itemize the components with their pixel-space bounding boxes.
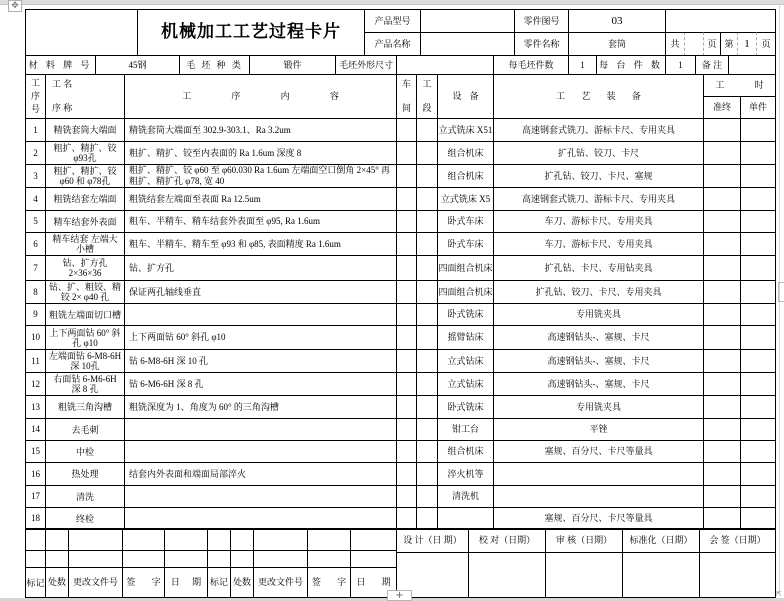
row-8-prep-cell[interactable] [703,280,741,304]
row-13-no-cell[interactable]: 13 [25,395,46,419]
col-header-seq-2: 序 [30,91,40,101]
row-11-content-cell[interactable]: 钻 6-M8-6H 深 10 孔 [124,349,397,373]
rev-blank [307,528,351,551]
row-17-no-cell[interactable]: 17 [25,485,46,508]
row-3-name-cell[interactable]: 粗扩、精扩、铰 φ60 和 φ78孔 [45,164,125,188]
col-header-section-1: 工 [422,79,432,89]
rev-change-doc-label: 更改文件号 [68,567,123,598]
row-1-content-cell[interactable]: 精铣套筒大端面至 302.9-303.1、Ra 3.2um [124,118,397,142]
signoff-proofread-label: 校 对（日期） [468,528,546,553]
row-8-tooling-cell[interactable]: 扩孔钻、铰刀、卡尺、专用夹具 [493,280,704,304]
row-16-section-cell[interactable] [416,462,438,486]
product-model-value[interactable] [420,9,515,33]
row-10-equipment-cell[interactable]: 摇臂钻床 [437,325,494,350]
row-5-section-cell[interactable] [416,210,438,233]
row-7-equipment-cell[interactable]: 四面组合机床 [437,255,494,281]
row-7-no-cell[interactable]: 7 [25,255,46,281]
signoff-standardize-field[interactable] [622,552,700,598]
blank-size-label: 毛坯外形尺寸 [335,55,397,75]
row-15-no-cell[interactable]: 15 [25,440,46,463]
row-2-tooling-cell[interactable]: 扩孔钻、铰刀、卡尺 [493,141,704,165]
row-4-prep-cell[interactable] [703,187,741,211]
row-15-content-cell[interactable] [124,440,397,463]
rev-mark-label-2: 标记 [207,567,231,598]
row-9-no-cell[interactable]: 9 [25,303,46,326]
row-7-name-cell[interactable]: 钻、扩方孔 2×36×36 [45,255,125,281]
row-10-tooling-cell[interactable]: 高速钢钻头-、塞规、卡尺 [493,325,704,350]
row-13-tooling-cell[interactable]: 专用铣夹具 [493,395,704,419]
rev-blank [122,550,165,568]
row-14-equipment-cell[interactable]: 钳工台 [437,418,494,441]
row-13-workshop-cell[interactable] [396,395,417,419]
row-12-prep-cell[interactable] [703,372,741,396]
logo-blank-cell [25,9,138,56]
part-drawing-no-label: 零件图号 [514,9,569,33]
table-move-handle-icon[interactable]: ✥ [8,0,22,12]
col-header-content: 工 序 内 容 [124,74,397,119]
row-17-workshop-cell[interactable] [396,485,417,508]
row-9-workshop-cell[interactable] [396,303,417,326]
col-header-tooling: 工 艺 装 备 [493,74,704,119]
row-2-no-cell[interactable]: 2 [25,141,46,165]
row-4-name-cell[interactable]: 粗铣结套左端面 [45,187,125,211]
per-blank-label: 每毛坯件数 [493,55,569,75]
signoff-review-field[interactable] [545,552,623,598]
rev-blank [350,528,397,551]
row-6-section-cell[interactable] [416,232,438,256]
row-16-equipment-cell[interactable]: 淬火机等 [437,462,494,486]
row-17-equipment-cell[interactable]: 清洗机 [437,485,494,508]
row-10-section-cell[interactable] [416,325,438,350]
blank-type-label: 毛 坯 种 类 [179,55,250,75]
row-2-prep-cell[interactable] [703,141,741,165]
row-14-unit-cell[interactable] [740,418,776,441]
part-name-label: 零件名称 [514,32,569,56]
page-title: 机械加工工艺过程卡片 [137,9,365,56]
row-3-tooling-cell[interactable]: 扩孔钻、铰刀、卡尺、塞规 [493,164,704,188]
row-8-unit-cell[interactable] [740,280,776,304]
remark-value[interactable] [728,55,776,75]
row-9-prep-cell[interactable] [703,303,741,326]
row-6-equipment-cell[interactable]: 卧式车床 [437,232,494,256]
row-13-content-cell[interactable]: 粗铣深度为 1、角度为 60° 的三角沟槽 [124,395,397,419]
row-15-prep-cell[interactable] [703,440,741,463]
row-1-workshop-cell[interactable] [396,118,417,142]
row-9-equipment-cell[interactable]: 卧式铣床 [437,303,494,326]
scroll-thumb[interactable] [778,282,784,302]
row-10-prep-cell[interactable] [703,325,741,350]
row-15-workshop-cell[interactable] [396,440,417,463]
row-5-tooling-cell[interactable]: 车刀、游标卡尺、专用夹具 [493,210,704,233]
row-2-content-cell[interactable]: 粗扩、精扩、铰至内表面的 Ra 1.6um 深度 8 [124,141,397,165]
rev-blank [164,528,208,551]
rev-mark-label: 标记 [25,567,46,598]
total-label: 共 [665,32,685,56]
row-11-unit-cell[interactable] [740,349,776,373]
row-1-prep-cell[interactable] [703,118,741,142]
part-drawing-no-value[interactable]: 03 [568,9,666,33]
page-current-value[interactable]: 1 [737,32,757,56]
row-10-unit-cell[interactable] [740,325,776,350]
row-2-workshop-cell[interactable] [396,141,417,165]
row-8-equipment-cell[interactable]: 四面组合机床 [437,280,494,304]
row-12-name-cell[interactable]: 右面钻 6-M6-6H 深 8 孔 [45,372,125,396]
row-3-workshop-cell[interactable] [396,164,417,188]
rev-blank [45,528,69,551]
row-5-no-cell[interactable]: 5 [25,210,46,233]
row-4-content-cell[interactable]: 粗铣结套左端面至表面 Ra 12.5um [124,187,397,211]
signoff-countersign-field[interactable] [699,552,776,598]
col-header-seq [25,74,46,119]
row-13-section-cell[interactable] [416,395,438,419]
row-7-workshop-cell[interactable] [396,255,417,281]
row-17-name-cell[interactable]: 清洗 [45,485,125,508]
col-header-time-prep: 准终 [703,96,741,119]
row-6-content-cell[interactable]: 粗车、半精车、精车至 φ93 和 φ85, 表面精度 Ra 1.6um [124,232,397,256]
page-current-label: 第 [720,32,738,56]
rev-blank [68,528,123,551]
row-13-unit-cell[interactable] [740,395,776,419]
row-11-prep-cell[interactable] [703,349,741,373]
row-13-prep-cell[interactable] [703,395,741,419]
rev-change-doc-label-2: 更改文件号 [253,567,308,598]
ruler-bar [0,0,784,5]
row-8-section-cell[interactable] [416,280,438,304]
remark-label: 备 注 [695,55,729,75]
col-header-name-bottom: 序 称 [52,103,73,113]
row-7-content-cell[interactable]: 钻、扩方孔 [124,255,397,281]
row-3-content-cell[interactable]: 粗扩、精扩、铰 φ60 至 φ60.030 Ra 1.6um 左端面空口倒角 2×45° 再粗扩、精扩孔 φ78, 宽 40 [124,164,397,188]
row-7-section-cell[interactable] [416,255,438,281]
resize-corner-icon[interactable]: ⇱ [776,590,782,598]
row-5-name-cell[interactable]: 精车结套外表面 [45,210,125,233]
blank-size-value[interactable] [396,55,494,75]
row-15-tooling-cell[interactable]: 塞规、百分尺、卡尺等量具 [493,440,704,463]
total-pages-value[interactable] [684,32,704,56]
rev-blank [350,550,397,568]
row-18-tooling-cell[interactable]: 塞规、百分尺、卡尺等量具 [493,507,704,530]
row-5-equipment-cell[interactable]: 卧式车床 [437,210,494,233]
row-2-equipment-cell[interactable]: 组合机床 [437,141,494,165]
col-header-name-top: 工 名 [52,79,73,89]
signoff-countersign-label: 会 签（日期） [699,528,776,553]
row-3-equipment-cell[interactable]: 组合机床 [437,164,494,188]
blank-type-value[interactable]: 锻件 [249,55,336,75]
rev-blank [230,550,254,568]
add-row-button[interactable]: + [387,590,412,601]
row-9-name-cell[interactable]: 粗铣左端面切口槽 [45,303,125,326]
row-1-tooling-cell[interactable]: 高速钢套式铣刀、游标卡尺、专用夹具 [493,118,704,142]
row-5-unit-cell[interactable] [740,210,776,233]
row-10-name-cell[interactable]: 上下两面钻 60° 斜孔 φ10 [45,325,125,350]
row-10-no-cell[interactable]: 10 [25,325,46,350]
col-header-seq-1: 工 [30,78,40,88]
col-header-time-unit: 单件 [740,96,776,119]
row-5-workshop-cell[interactable] [396,210,417,233]
row-4-workshop-cell[interactable] [396,187,417,211]
row-18-workshop-cell[interactable] [396,507,417,530]
row-14-tooling-cell[interactable]: 平锉 [493,418,704,441]
row-1-equipment-cell[interactable]: 立式铣床 X51 [437,118,494,142]
col-header-section-2: 段 [422,103,432,113]
signoff-standardize-label: 标准化（日期） [622,528,700,553]
row-18-name-cell[interactable]: 终检 [45,507,125,530]
row-2-unit-cell[interactable] [740,141,776,165]
row-12-content-cell[interactable]: 钻 6-M6-6H 深 8 孔 [124,372,397,396]
row-12-unit-cell[interactable] [740,372,776,396]
row-8-name-cell[interactable]: 钻、扩、粗铰、精铰 2× φ40 孔 [45,280,125,304]
page-unit-label-2: 页 [756,32,776,56]
row-14-content-cell[interactable] [124,418,397,441]
rev-blank [207,528,231,551]
row-11-no-cell[interactable]: 11 [25,349,46,373]
row-12-equipment-cell[interactable]: 立式钻床 [437,372,494,396]
row-6-unit-cell[interactable] [740,232,776,256]
rev-blank [25,550,46,568]
rev-signature-label-2: 签 字 [307,567,351,598]
rev-blank [253,550,308,568]
col-header-seq-3: 号 [30,104,40,114]
row-14-name-cell[interactable]: 去毛刺 [45,418,125,441]
row-13-equipment-cell[interactable]: 卧式铣床 [437,395,494,419]
row-14-prep-cell[interactable] [703,418,741,441]
row-14-section-cell[interactable] [416,418,438,441]
row-4-unit-cell[interactable] [740,187,776,211]
part-name-value[interactable]: 套筒 [568,32,666,56]
row-6-tooling-cell[interactable]: 车刀、游标卡尺、专用夹具 [493,232,704,256]
row-14-workshop-cell[interactable] [396,418,417,441]
row-14-no-cell[interactable]: 14 [25,418,46,441]
row-11-tooling-cell[interactable]: 高速钢钻头-、塞规、卡尺 [493,349,704,373]
col-header-name [45,74,125,119]
row-6-prep-cell[interactable] [703,232,741,256]
row-4-tooling-cell[interactable]: 高速钢套式铣刀、游标卡尺、专用夹具 [493,187,704,211]
col-header-time: 工 时 [703,74,776,97]
col-header-workshop-2: 间 [401,103,411,113]
row-16-prep-cell[interactable] [703,462,741,486]
row-5-content-cell[interactable]: 粗车、半精车、精车结套外表面至 φ95, Ra 1.6um [124,210,397,233]
row-16-name-cell[interactable]: 热处理 [45,462,125,486]
row-16-workshop-cell[interactable] [396,462,417,486]
row-12-workshop-cell[interactable] [396,372,417,396]
row-8-content-cell[interactable]: 保证两孔轴线垂直 [124,280,397,304]
row-3-section-cell[interactable] [416,164,438,188]
signoff-proofread-field[interactable] [468,552,546,598]
row-9-content-cell[interactable] [124,303,397,326]
row-11-workshop-cell[interactable] [396,349,417,373]
row-8-no-cell[interactable]: 8 [25,280,46,304]
row-7-prep-cell[interactable] [703,255,741,281]
row-16-no-cell[interactable]: 16 [25,462,46,486]
row-7-tooling-cell[interactable]: 扩孔钻、卡尺、专用钻夹具 [493,255,704,281]
row-6-no-cell[interactable]: 6 [25,232,46,256]
per-unit-value[interactable]: 1 [665,55,696,75]
row-18-no-cell[interactable]: 18 [25,507,46,530]
rev-blank [307,550,351,568]
material-label: 材 料 牌 号 [25,55,96,75]
row-2-section-cell[interactable] [416,141,438,165]
rev-count-label: 处数 [45,567,69,598]
row-4-equipment-cell[interactable]: 立式铣床 X5 [437,187,494,211]
signoff-review-label: 审 核（日期） [545,528,623,553]
col-header-section [416,74,438,119]
row-15-equipment-cell[interactable]: 组合机床 [437,440,494,463]
row-12-no-cell[interactable]: 12 [25,372,46,396]
rev-blank [45,550,69,568]
row-16-content-cell[interactable]: 结套内外表面和端面局部淬火 [124,462,397,486]
per-unit-label: 每 台 件 数 [596,55,666,75]
row-15-unit-cell[interactable] [740,440,776,463]
row-15-name-cell[interactable]: 中检 [45,440,125,463]
rev-date-label: 日 期 [164,567,208,598]
row-16-tooling-cell[interactable] [493,462,704,486]
row-17-unit-cell[interactable] [740,485,776,508]
row-18-prep-cell[interactable] [703,507,741,530]
per-blank-value[interactable]: 1 [568,55,597,75]
row-10-workshop-cell[interactable] [396,325,417,350]
row-3-unit-cell[interactable] [740,164,776,188]
signoff-design-label: 设 计（日 期） [396,528,469,553]
row-6-workshop-cell[interactable] [396,232,417,256]
row-18-section-cell[interactable] [416,507,438,530]
row-7-unit-cell[interactable] [740,255,776,281]
rev-blank [164,550,208,568]
row-13-name-cell[interactable]: 粗铣三角沟槽 [45,395,125,419]
row-8-workshop-cell[interactable] [396,280,417,304]
row-4-no-cell[interactable]: 4 [25,187,46,211]
row-9-unit-cell[interactable] [740,303,776,326]
header-blank-cell [665,9,776,33]
material-value[interactable]: 45钢 [95,55,180,75]
product-name-value[interactable] [420,32,515,56]
rev-date-label-2: 日 期 [350,567,397,598]
row-11-name-cell[interactable]: 左端面钻 6-M8-6H 深 10孔 [45,349,125,373]
row-18-content-cell[interactable] [124,507,397,530]
rev-signature-label: 签 字 [122,567,165,598]
row-1-unit-cell[interactable] [740,118,776,142]
product-name-label: 产品名称 [364,32,421,56]
col-header-workshop [396,74,417,119]
row-18-equipment-cell[interactable] [437,507,494,530]
row-10-content-cell[interactable]: 上下两面钻 60° 斜孔 φ10 [124,325,397,350]
row-17-prep-cell[interactable] [703,485,741,508]
rev-blank [68,550,123,568]
rev-blank [122,528,165,551]
row-16-unit-cell[interactable] [740,462,776,486]
row-17-content-cell[interactable] [124,485,397,508]
row-11-section-cell[interactable] [416,349,438,373]
row-17-section-cell[interactable] [416,485,438,508]
row-3-prep-cell[interactable] [703,164,741,188]
row-6-name-cell[interactable]: 精车结套 左端大小槽 [45,232,125,256]
row-9-tooling-cell[interactable]: 专用铣夹具 [493,303,704,326]
row-2-name-cell[interactable]: 粗扩、精扩、铰 φ93孔 [45,141,125,165]
row-1-name-cell[interactable]: 精铣套筒大端面 [45,118,125,142]
row-5-prep-cell[interactable] [703,210,741,233]
row-11-equipment-cell[interactable]: 立式钻床 [437,349,494,373]
rev-blank [25,528,46,551]
row-15-section-cell[interactable] [416,440,438,463]
rev-blank [253,528,308,551]
row-3-no-cell[interactable]: 3 [25,164,46,188]
row-9-section-cell[interactable] [416,303,438,326]
col-header-equipment: 设 备 [437,74,494,119]
product-model-label: 产品型号 [364,9,421,33]
row-12-section-cell[interactable] [416,372,438,396]
row-17-tooling-cell[interactable] [493,485,704,508]
col-header-workshop-1: 车 [401,79,411,89]
page-unit-label: 页 [703,32,721,56]
row-4-section-cell[interactable] [416,187,438,211]
rev-count-label-2: 处数 [230,567,254,598]
row-1-section-cell[interactable] [416,118,438,142]
rev-blank [207,550,231,568]
row-1-no-cell[interactable]: 1 [25,118,46,142]
row-18-unit-cell[interactable] [740,507,776,530]
rev-blank [230,528,254,551]
row-12-tooling-cell[interactable]: 高速钢钻头-、塞规、卡尺 [493,372,704,396]
